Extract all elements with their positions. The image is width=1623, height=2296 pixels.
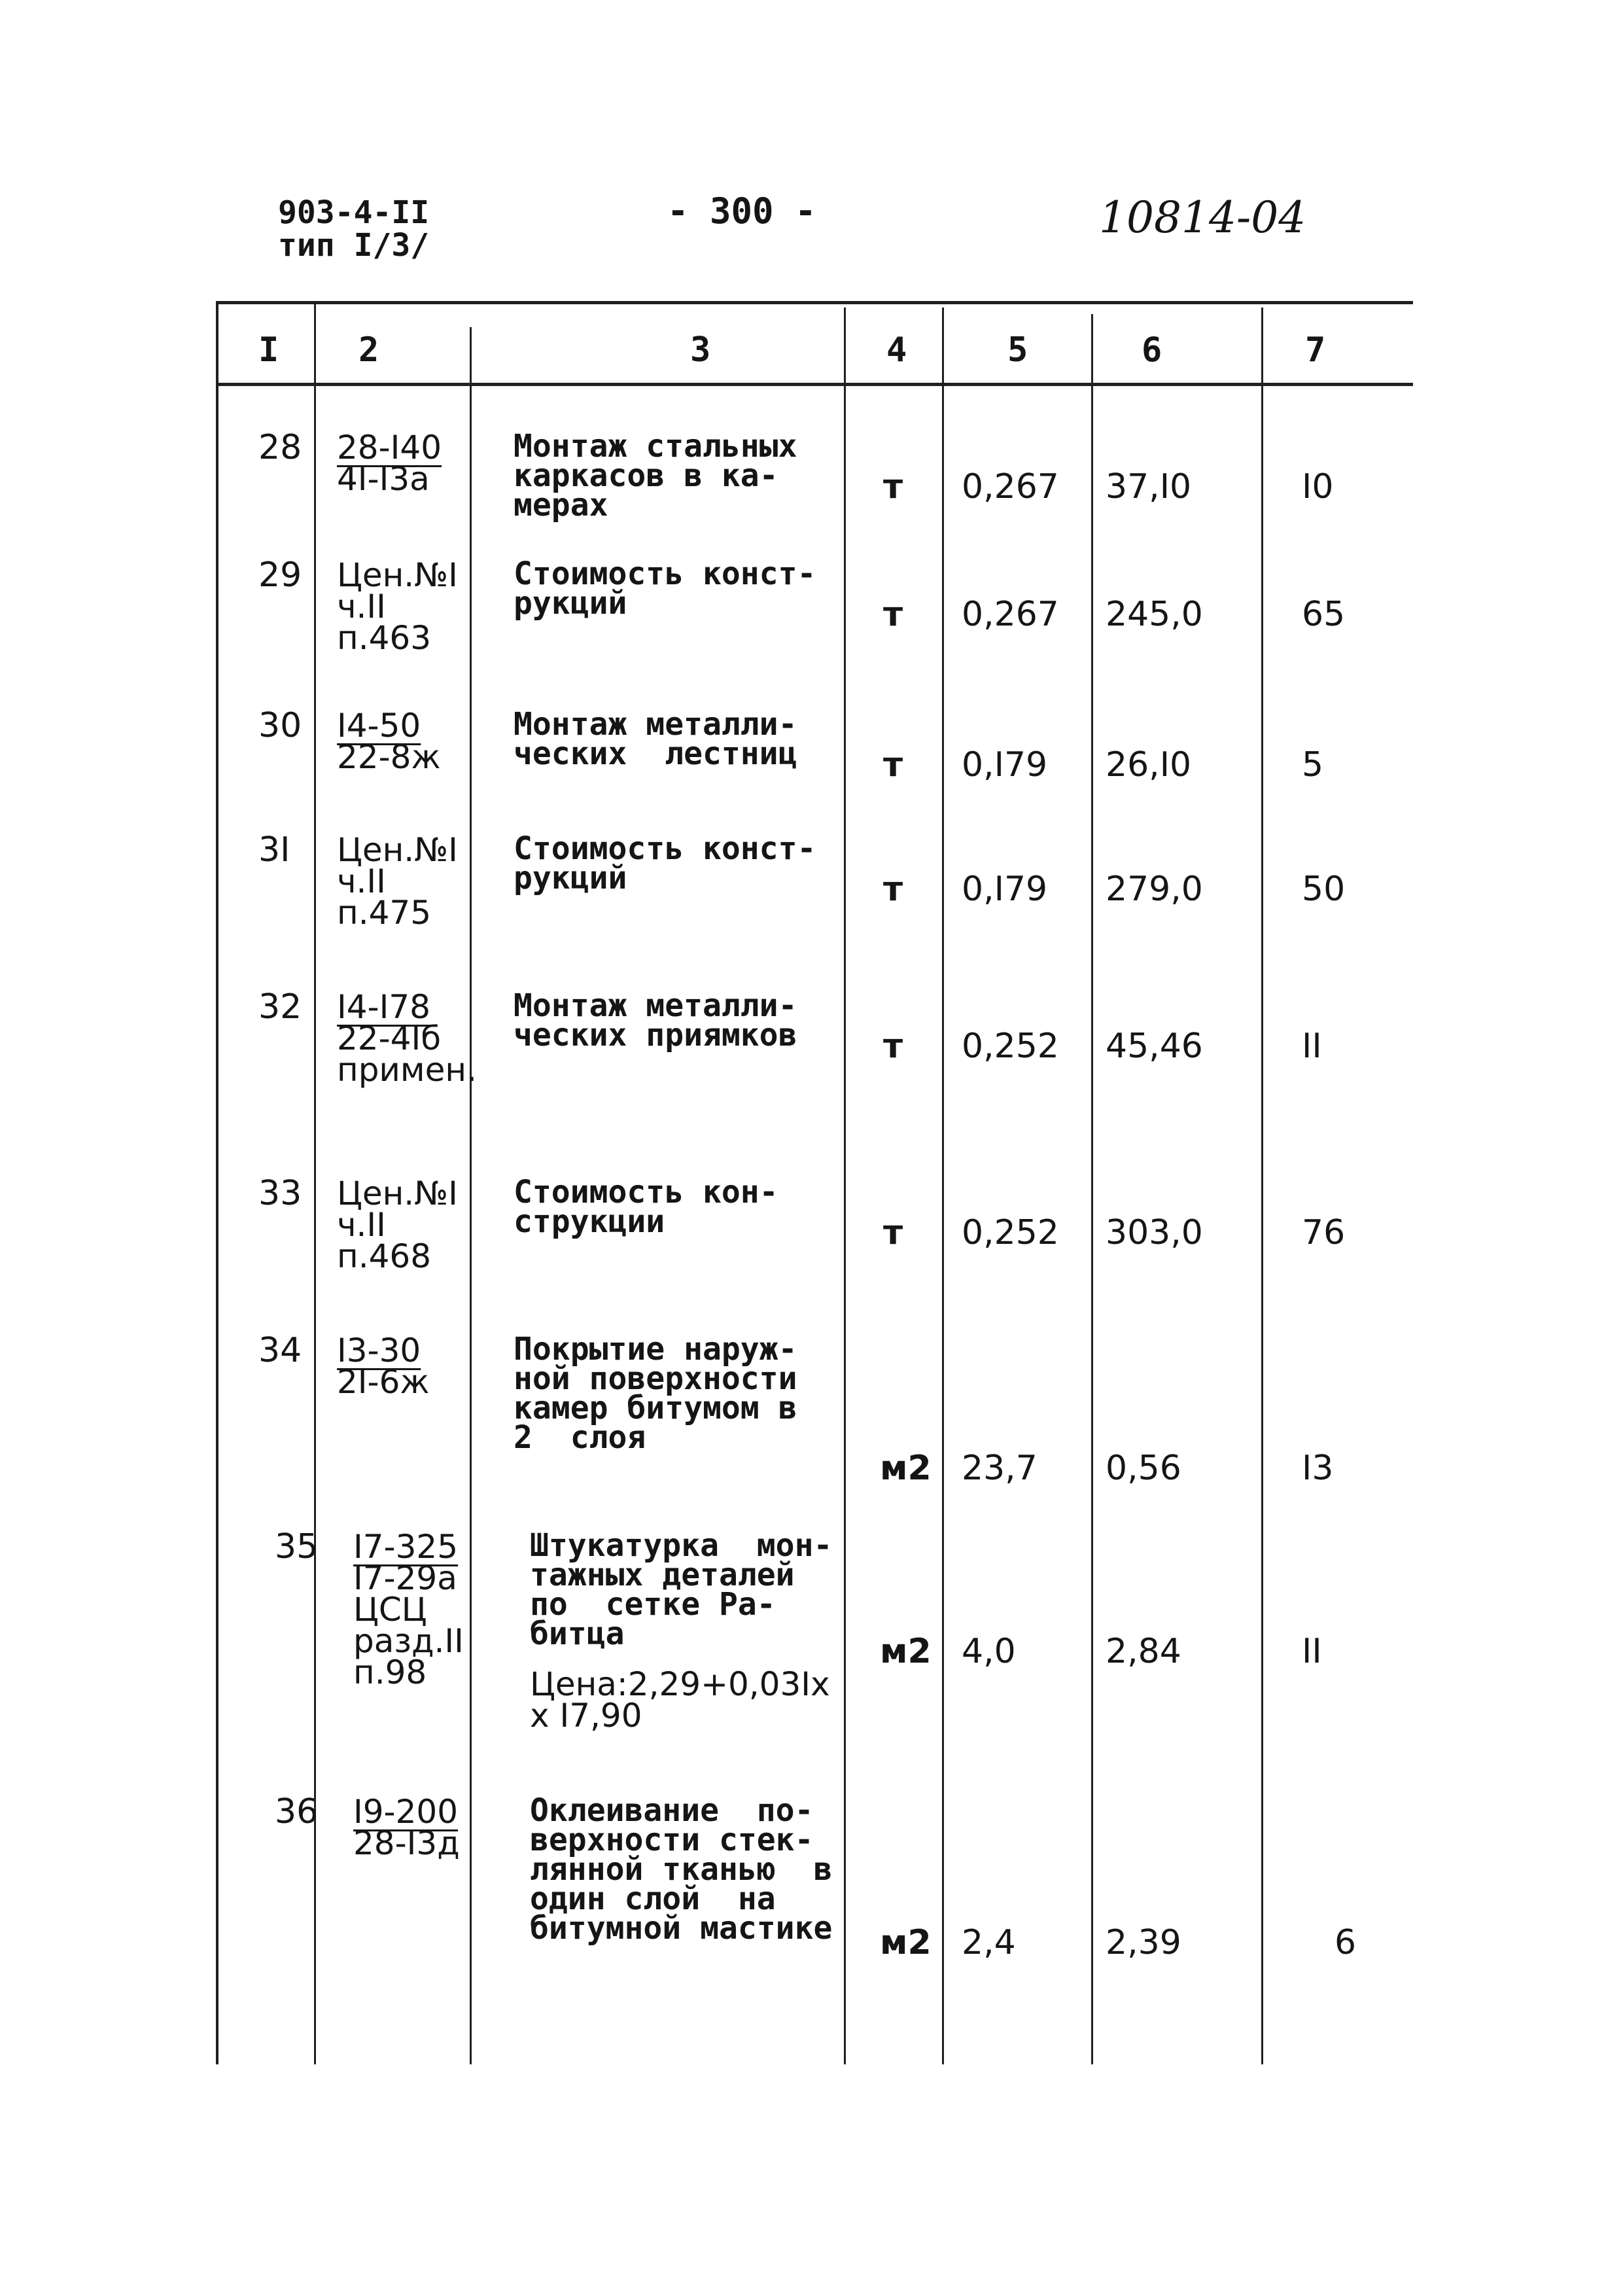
row-code-line-2: 22-8ж (337, 738, 441, 776)
row-total: 5 (1302, 745, 1324, 785)
row-code-line-2: ч.II (337, 1206, 386, 1244)
row-unit: т (883, 1213, 903, 1252)
row-unit: т (883, 1027, 903, 1066)
row-description-line-1: Стоимость конст- (514, 830, 816, 867)
row-description-line-3: камер битумом в (514, 1390, 797, 1426)
row-description-line-5: битумной мастике (530, 1910, 833, 1947)
row-code-line-2: ч.II (337, 588, 386, 626)
row-description-line-2: верхности стек- (530, 1822, 814, 1858)
row-price: 279,0 (1106, 870, 1203, 909)
row-number: 36 (275, 1792, 319, 1831)
document-code-line2: тип I/3/ (278, 227, 430, 264)
row-quantity: 4,0 (962, 1632, 1016, 1671)
row-number: 34 (258, 1331, 302, 1370)
table-header-rule (216, 383, 1413, 386)
row-total: I3 (1302, 1449, 1334, 1488)
row-total: II (1302, 1632, 1322, 1671)
row-price: 45,46 (1106, 1027, 1203, 1066)
document-number: 10814-04 (1099, 192, 1306, 243)
row-number: 29 (258, 556, 302, 595)
column-header-7: 7 (1305, 330, 1326, 370)
column-divider-6 (1091, 314, 1093, 2064)
row-price: 303,0 (1106, 1213, 1203, 1252)
row-description-line-4: 2 слоя (514, 1419, 646, 1456)
row-code-line-1: I7-325 (353, 1528, 459, 1566)
row-description-line-2: ческих приямков (514, 1017, 797, 1053)
row-description-line-2: тажных деталей (530, 1557, 795, 1593)
row-code-line-2: 4I-I3а (337, 460, 430, 498)
column-divider-1 (216, 301, 218, 2064)
row-unit: т (883, 467, 903, 506)
row-total: 50 (1302, 870, 1346, 909)
row-unit: т (883, 870, 903, 909)
column-header-6: 6 (1142, 330, 1162, 370)
row-code-line-2: ч.II (337, 862, 386, 900)
column-header-4: 4 (886, 330, 907, 370)
row-code-line-1: Цен.№I (337, 1174, 458, 1212)
row-number: 30 (258, 706, 302, 745)
row-code-line-3: примен. (337, 1051, 477, 1089)
row-code-line-1: Цен.№I (337, 831, 458, 869)
row-description-line-2: каркасов в ка- (514, 457, 778, 494)
row-price: 37,I0 (1106, 467, 1192, 506)
row-quantity: 0,267 (962, 467, 1059, 506)
row-number: 32 (258, 987, 302, 1027)
page-number: - 300 - (667, 190, 816, 232)
row-description-line-3: по сетке Ра- (530, 1586, 776, 1623)
row-code-line-1: I4-50 (337, 707, 421, 745)
table-top-rule (216, 301, 1413, 304)
row-description-line-1: Штукатурка мон- (530, 1527, 833, 1564)
row-quantity: 0,252 (962, 1213, 1059, 1252)
row-description-line-1: Стоимость кон- (514, 1174, 778, 1210)
row-quantity: 2,4 (962, 1923, 1016, 1962)
row-code-line-2: 2I-6ж (337, 1363, 430, 1401)
row-description-line-2: рукций (514, 860, 627, 896)
row-quantity: 0,I79 (962, 870, 1048, 909)
row-quantity: 0,252 (962, 1027, 1059, 1066)
row-description-line-1: Стоимость конст- (514, 556, 816, 592)
row-number: 35 (275, 1527, 319, 1566)
row-description-line-3: лянной тканью в (530, 1851, 833, 1888)
row-code-line-2: 22-4Iб (337, 1019, 442, 1057)
row-code-line-3: п.475 (337, 894, 432, 932)
row-total: 65 (1302, 595, 1346, 634)
row-code-line-2: 28-I3д (353, 1824, 460, 1862)
row-description-line-1: Покрытие наруж- (514, 1331, 797, 1368)
document-code-line1: 903-4-II (278, 194, 430, 231)
column-divider-7 (1261, 308, 1263, 2064)
row-price: 2,39 (1106, 1923, 1181, 1962)
row-description-line-2: ной поверхности (514, 1360, 797, 1397)
row-number: 3I (258, 830, 290, 870)
row-description-line-2: рукций (514, 585, 627, 622)
row-quantity: 23,7 (962, 1449, 1038, 1488)
row-price-note: Цена:2,29+0,03Iх (530, 1665, 830, 1703)
row-description-line-2: ческих лестниц (514, 735, 797, 772)
row-total: I0 (1302, 467, 1334, 506)
row-total: II (1302, 1027, 1322, 1066)
row-code-line-3: п.463 (337, 619, 432, 657)
row-total: 76 (1302, 1213, 1346, 1252)
row-quantity: 0,I79 (962, 745, 1048, 785)
row-price: 0,56 (1106, 1449, 1181, 1488)
row-price: 2,84 (1106, 1632, 1181, 1671)
row-price: 245,0 (1106, 595, 1203, 634)
row-description-line-3: мерах (514, 487, 608, 523)
row-code-line-1: I4-I78 (337, 988, 430, 1026)
row-code-line-1: 28-I40 (337, 429, 442, 467)
row-code-line-1: I9-200 (353, 1793, 459, 1831)
row-description-line-4: битца (530, 1616, 625, 1652)
row-number: 33 (258, 1174, 302, 1213)
row-unit: т (883, 595, 903, 634)
column-header-2: 2 (358, 330, 379, 370)
row-code-line-2: I7-29а (353, 1559, 457, 1597)
row-quantity: 0,267 (962, 595, 1059, 634)
row-description-line-4: один слой на (530, 1881, 776, 1917)
row-unit: м2 (880, 1632, 932, 1671)
column-divider-4 (844, 308, 846, 2064)
column-divider-3 (470, 327, 472, 2064)
row-description-line-2: струкции (514, 1203, 665, 1240)
row-code-line-4: разд.II (353, 1622, 464, 1660)
column-header-5: 5 (1007, 330, 1028, 370)
row-price-note-line-2: х I7,90 (530, 1697, 642, 1735)
row-unit: м2 (880, 1449, 932, 1488)
row-description-line-1: Монтаж стальных (514, 428, 797, 465)
row-number: 28 (258, 428, 302, 467)
row-code-line-1: I3-30 (337, 1332, 421, 1369)
row-code-line-5: п.98 (353, 1653, 427, 1691)
row-unit: м2 (880, 1923, 932, 1962)
column-divider-5 (942, 308, 944, 2064)
row-price: 26,I0 (1106, 745, 1192, 785)
row-description-line-1: Монтаж металли- (514, 987, 797, 1024)
row-code-line-3: п.468 (337, 1237, 432, 1275)
column-header-1: I (258, 330, 279, 370)
document-code (278, 196, 429, 262)
row-description-line-1: Монтаж металли- (514, 706, 797, 743)
row-description-line-1: Оклеивание по- (530, 1792, 814, 1829)
row-code-line-3: ЦСЦ (353, 1591, 427, 1629)
column-header-3: 3 (690, 330, 711, 370)
row-total: 6 (1335, 1923, 1357, 1962)
row-code-line-1: Цен.№I (337, 556, 458, 594)
row-unit: т (883, 745, 903, 785)
